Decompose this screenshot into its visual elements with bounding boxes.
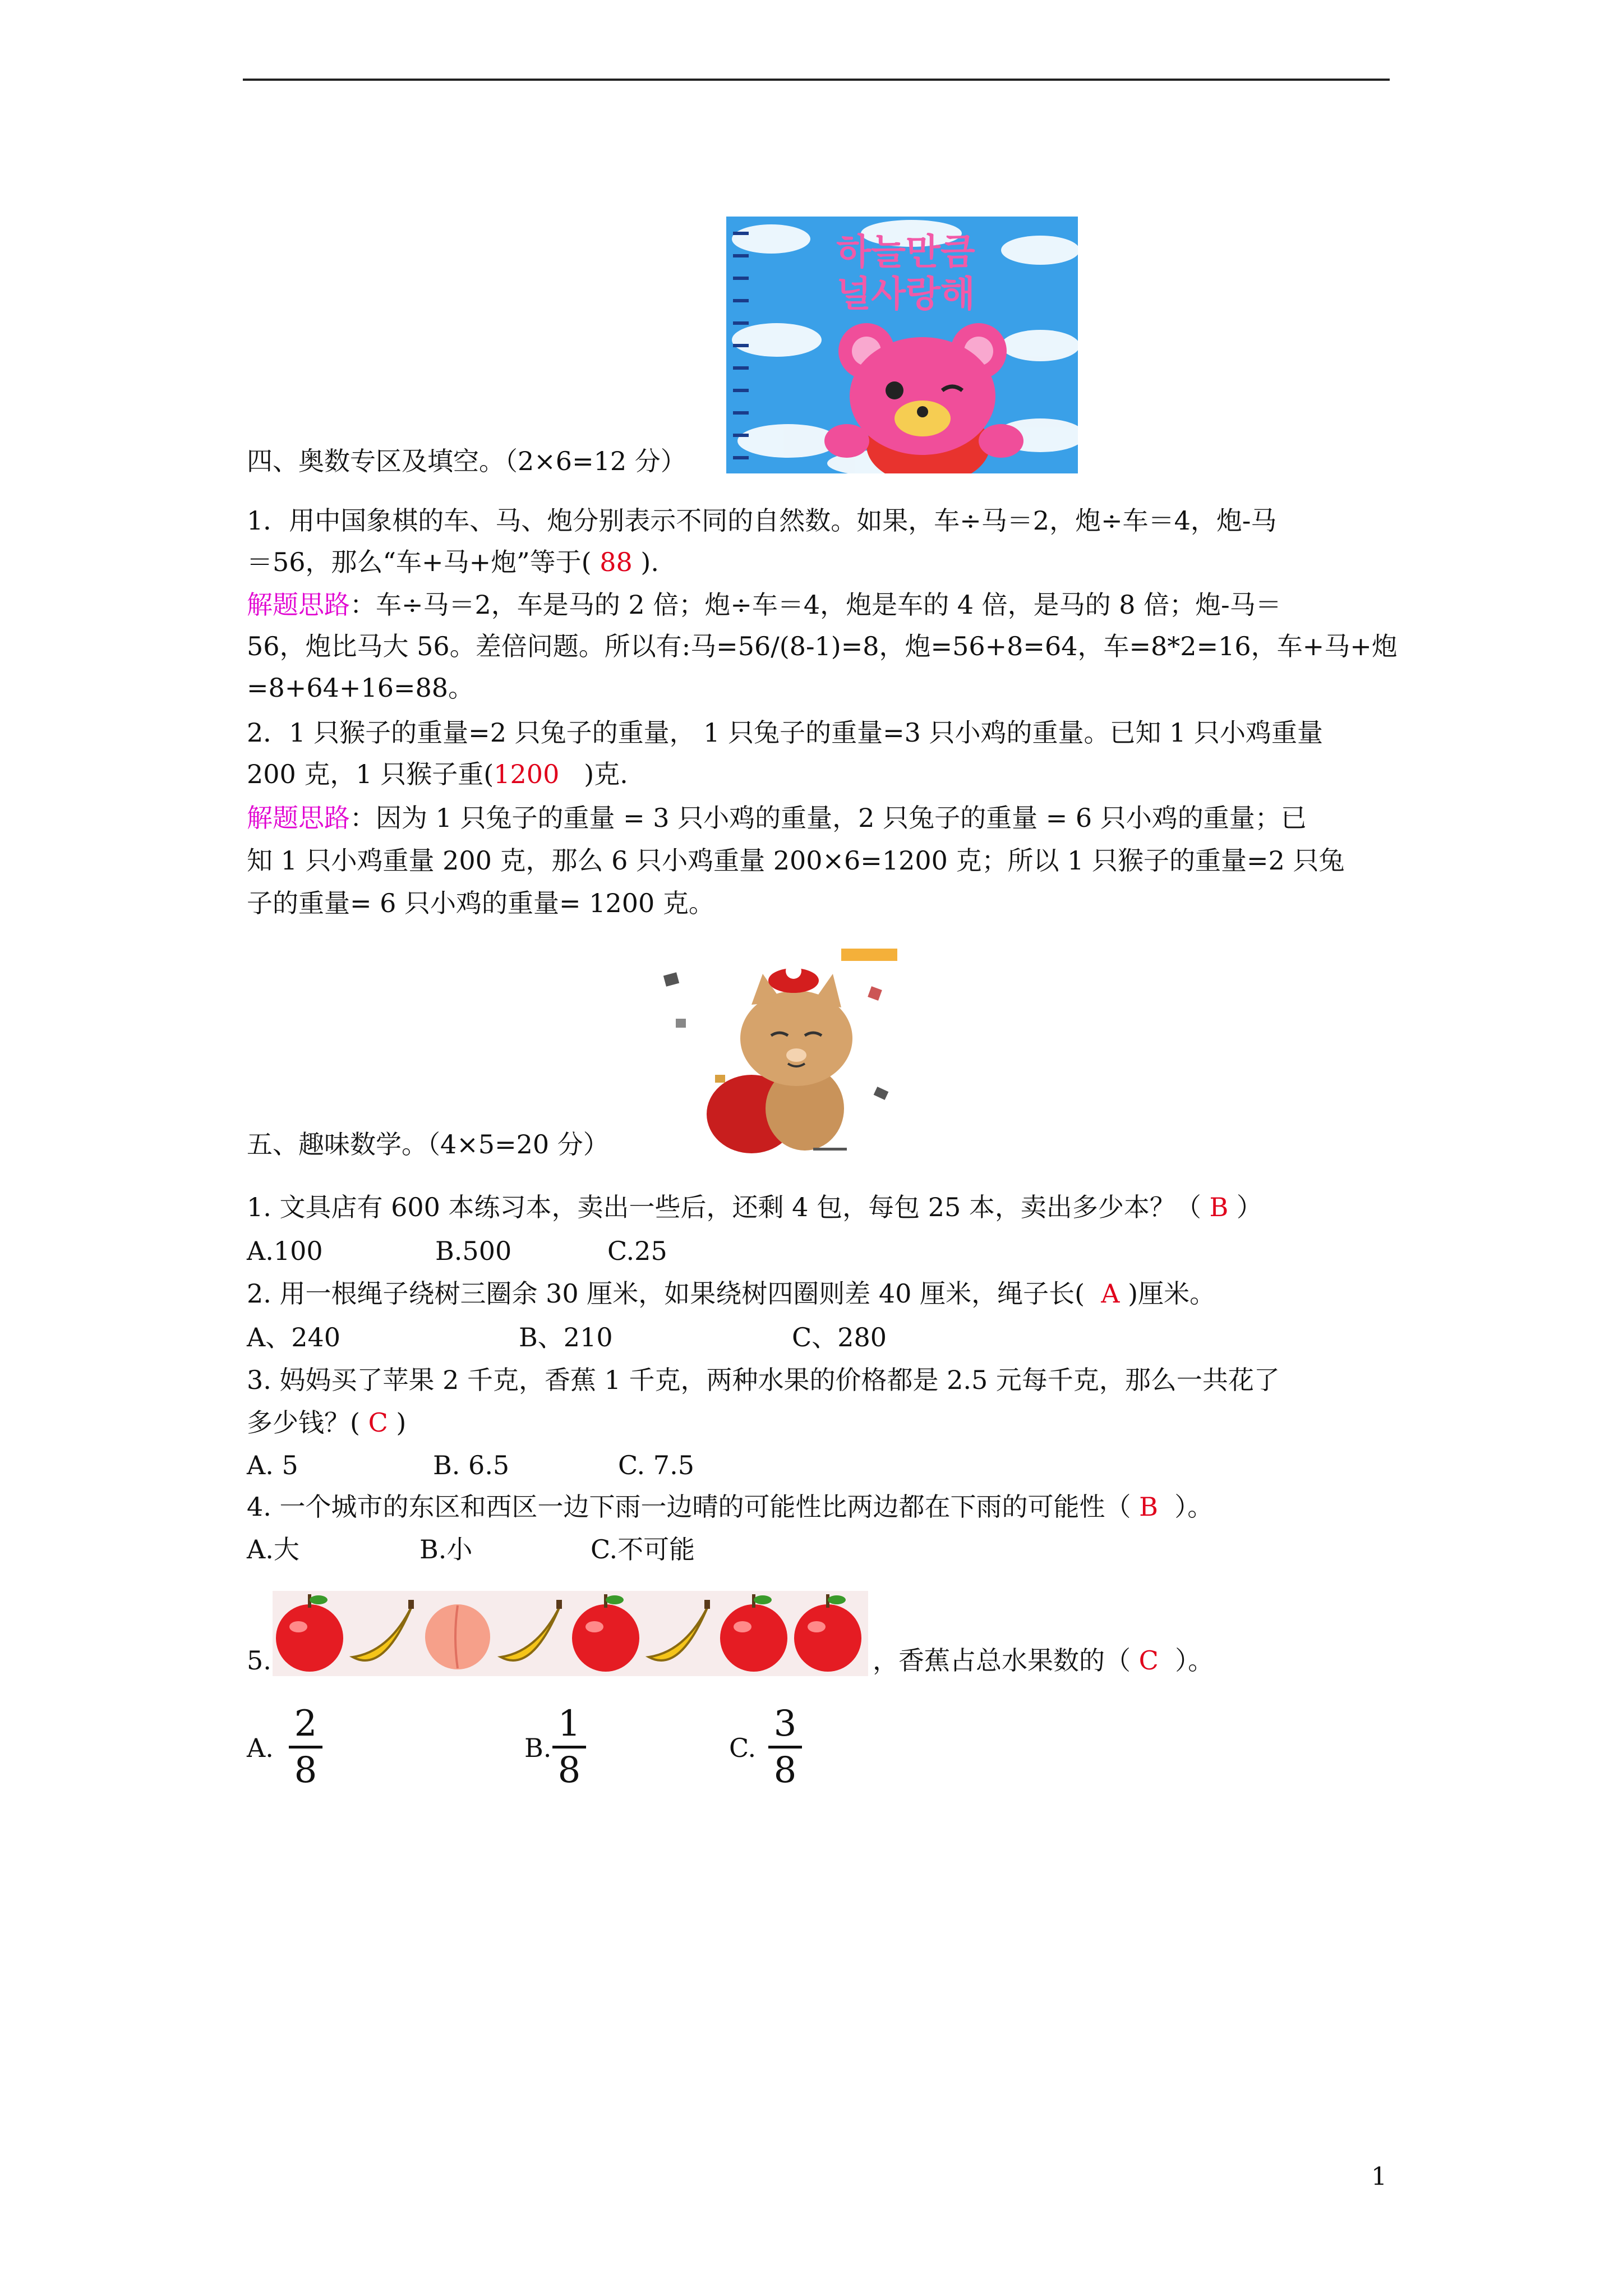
s5-q5-opt-a-label: A.	[247, 1733, 274, 1763]
s4-q2-hint2: 知 1 只小鸡重量 200 克，那么 6 只小鸡重量 200×6=1200 克；所以 1 只猴子的重量=2 只兔	[247, 845, 1345, 876]
fraction-denominator: 8	[773, 1750, 797, 1791]
s5-q4-answer: B	[1139, 1492, 1158, 1522]
s5-q5-opt-c-fraction	[768, 1704, 802, 1790]
s5-q1-opt-c: C.25	[607, 1236, 667, 1266]
s4-q1-hint2: 56，炮比马大 56。差倍问题。所以有:马=56/(8-1)=8，炮=56+8=64，车=8*2=16，车+马+炮	[247, 631, 1398, 661]
s5-q3-answer: C	[368, 1407, 388, 1438]
s5-q5-opt-b-label: B.	[524, 1733, 552, 1763]
svg-text:널사랑해: 널사랑해	[836, 274, 975, 315]
s5-q5-number: 5.	[247, 1645, 271, 1676]
s5-q1-answer: B	[1209, 1192, 1229, 1222]
s5-q5-opt-b-fraction	[552, 1704, 586, 1790]
s5-q1-opt-a: A.100	[247, 1236, 323, 1266]
s5-q3-opt-a: A. 5	[247, 1450, 298, 1480]
s4-q1-line1: 1．用中国象棋的车、马、炮分别表示不同的自然数。如果，车÷马＝2，炮÷车＝4，炮-马	[247, 505, 1277, 536]
fraction-numerator: 1	[557, 1703, 581, 1745]
s5-q5-answer: C	[1138, 1645, 1159, 1676]
s5-q2-opt-a: A、240	[247, 1322, 341, 1352]
s5-q2: 2. 用一根绳子绕树三圈余 30 厘米，如果绕树四圈则差 40 厘米，绳子长( A )厘米。	[247, 1278, 1216, 1309]
s5-q3-line1: 3. 妈妈买了苹果 2 千克，香蕉 1 千克，两种水果的价格都是 2.5 元每千克，那么一共花了	[247, 1365, 1280, 1395]
s5-q4-opt-b: B.小	[419, 1534, 473, 1565]
s4-q2-answer: 1200	[494, 759, 560, 789]
section4-title: 四、奥数专区及填空。（2×6=12 分）	[247, 446, 686, 476]
s5-q2-answer: A	[1101, 1278, 1120, 1309]
s5-q2-opt-b: B、210	[519, 1322, 613, 1352]
s5-q3-line2: 多少钱？( C )	[247, 1407, 407, 1438]
peach-icon	[425, 1604, 490, 1669]
s5-q1: 1. 文具店有 600 本练习本，卖出一些后，还剩 4 包，每包 25 本，卖出多少本？（ B ）	[247, 1192, 1262, 1222]
fraction-bar	[768, 1746, 802, 1749]
hint-label: 解题思路	[247, 590, 350, 620]
s4-q1-hint1: 解题思路：车÷马＝2，车是马的 2 倍；炮÷车＝4，炮是车的 4 倍，是马的 8 倍；炮-马＝	[247, 590, 1281, 620]
s5-q5-opt-c-label: C.	[729, 1733, 757, 1763]
s4-q1-answer: 88	[600, 547, 633, 577]
bear-sticker-image	[726, 217, 1078, 473]
s5-q5-opt-a-fraction	[289, 1704, 322, 1790]
s4-q2-line1: 2．1 只猴子的重量=2 只兔子的重量， 1 只兔子的重量=3 只小鸡的重量。已知 1 只小鸡重量	[247, 717, 1324, 748]
fraction-numerator: 3	[773, 1703, 797, 1745]
fraction-denominator: 8	[557, 1750, 581, 1791]
svg-text:하늘만큼: 하늘만큼	[836, 232, 975, 273]
fraction-bar	[552, 1746, 586, 1749]
s5-q3-opt-b: B. 6.5	[433, 1450, 510, 1480]
s5-q3-opt-c: C. 7.5	[618, 1450, 694, 1480]
fraction-bar	[289, 1746, 322, 1749]
s5-q1-opt-b: B.500	[435, 1236, 512, 1266]
s5-q5-text: ，香蕉占总水果数的（ C ）。	[873, 1645, 1214, 1676]
s4-q2-hint3: 子的重量= 6 只小鸡的重量= 1200 克。	[247, 888, 714, 918]
fraction-denominator: 8	[294, 1750, 317, 1791]
section5-title: 五、趣味数学。（4×5=20 分）	[247, 1129, 609, 1159]
s4-q2-hint1: 解题思路：因为 1 只兔子的重量 = 3 只小鸡的重量，2 只兔子的重量 = 6 只小鸡的重量；已	[247, 803, 1307, 833]
cat-sticker-image	[653, 940, 911, 1156]
fraction-numerator: 2	[294, 1703, 317, 1745]
s5-q4-opt-c: C.不可能	[591, 1534, 695, 1565]
s5-q4: 4. 一个城市的东区和西区一边下雨一边晴的可能性比两边都在下雨的可能性（ B ）。	[247, 1492, 1214, 1522]
s4-q1-line2: ＝56，那么“车+马+炮”等于( 88 ).	[247, 547, 659, 577]
s5-q2-opt-c: C、280	[792, 1322, 887, 1352]
header-rule	[243, 79, 1390, 81]
fruit-row-image	[273, 1591, 868, 1676]
s5-q4-opt-a: A.大	[247, 1534, 299, 1565]
page-number: 1	[1371, 2162, 1387, 2191]
s4-q2-line2: 200 克，1 只猴子重(1200 )克.	[247, 759, 628, 789]
s4-q1-hint3: =8+64+16=88。	[247, 673, 474, 703]
